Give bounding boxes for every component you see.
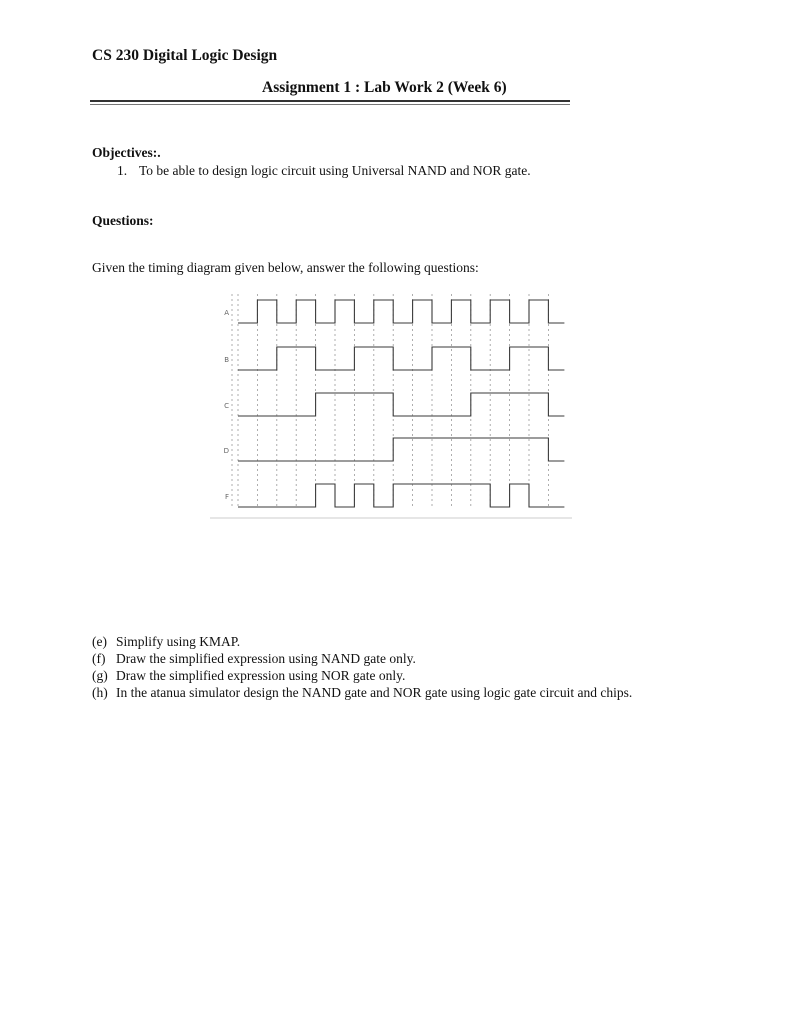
waveform-a xyxy=(238,300,564,323)
questions-intro: Given the timing diagram given below, answer the following questions: xyxy=(92,260,479,275)
questions-heading: Questions: xyxy=(92,213,154,228)
question-item xyxy=(92,684,632,701)
objective-text: To be able to design logic circuit using Universal NAND and NOR gate. xyxy=(139,163,531,178)
question-text: Simplify using KMAP. xyxy=(116,634,241,649)
question-list xyxy=(92,633,632,701)
objective-item xyxy=(117,163,531,179)
question-item xyxy=(92,650,632,667)
question-letter: (h) xyxy=(92,685,108,700)
signal-label: A xyxy=(224,309,229,317)
objectives-heading: Objectives:. xyxy=(92,145,161,160)
waveform-b xyxy=(238,347,564,370)
header-divider xyxy=(90,100,570,102)
waveform-d xyxy=(238,438,564,461)
timing-diagram xyxy=(210,292,575,524)
question-letter: (e) xyxy=(92,634,107,649)
question-item xyxy=(92,633,632,650)
signal-label: D xyxy=(223,447,229,455)
assignment-title: Assignment 1 : Lab Work 2 (Week 6) xyxy=(262,79,507,96)
question-letter: (g) xyxy=(92,668,108,683)
course-title: CS 230 Digital Logic Design xyxy=(92,47,278,64)
signal-label: B xyxy=(224,356,229,364)
objective-number: 1. xyxy=(117,163,128,178)
question-text: In the atanua simulator design the NAND gate and NOR gate using logic gate circuit and chips. xyxy=(116,685,633,700)
question-letter: (f) xyxy=(92,651,106,666)
signal-label: C xyxy=(224,402,229,410)
signal-label: F xyxy=(224,493,229,501)
waveform-f xyxy=(238,484,564,507)
question-text: Draw the simplified expression using NAND gate only. xyxy=(116,651,416,666)
waveform-c xyxy=(238,393,564,416)
header-divider-thin xyxy=(90,104,570,105)
question-item xyxy=(92,667,632,684)
question-text: Draw the simplified expression using NOR gate only. xyxy=(116,668,406,683)
